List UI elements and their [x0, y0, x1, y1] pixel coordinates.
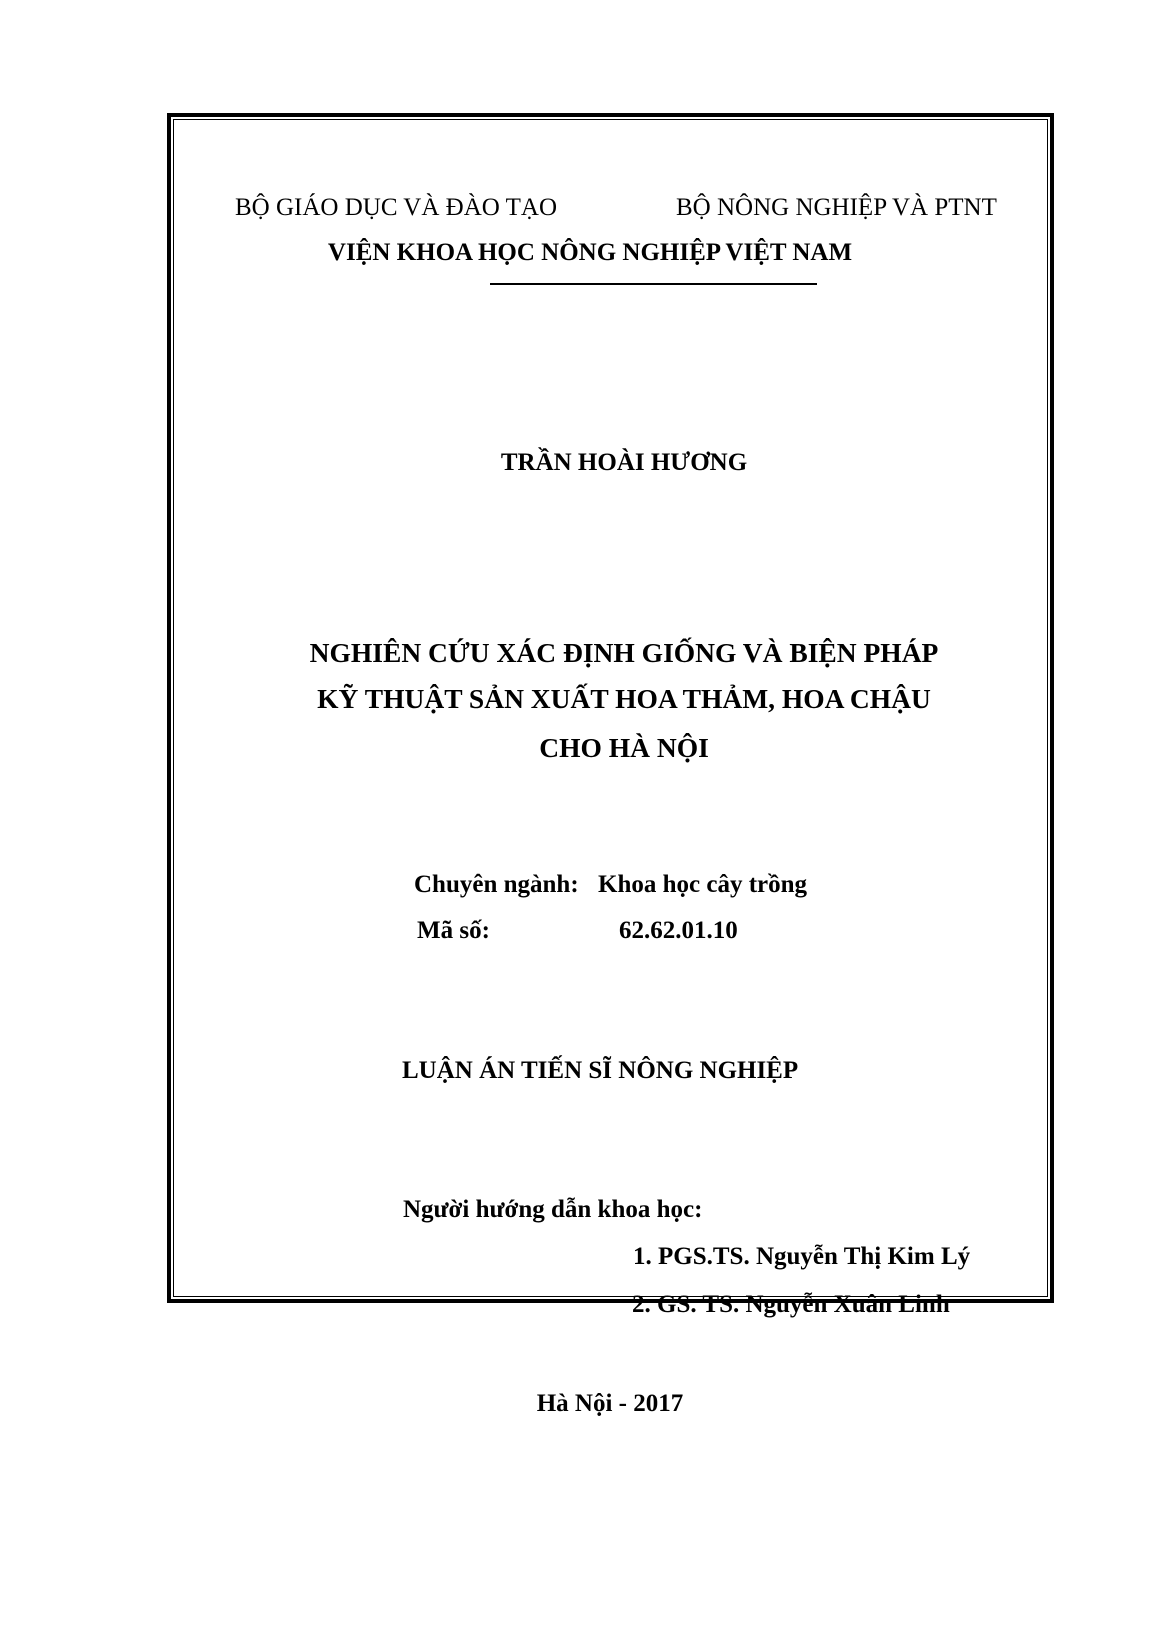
code-label: Mã số: [417, 917, 490, 944]
advisors-heading: Người hướng dẫn khoa học: [403, 1196, 703, 1223]
ministry-education: BỘ GIÁO DỤC VÀ ĐÀO TẠO [235, 194, 557, 221]
thesis-title-line-1: NGHIÊN CỨU XÁC ĐỊNH GIỐNG VÀ BIỆN PHÁP [309, 637, 939, 668]
thesis-title-line-3: CHO HÀ NỘI [539, 732, 709, 763]
advisor-item: 2. GS. TS. Nguyễn Xuân Linh [632, 1291, 950, 1318]
institute-name: VIỆN KHOA HỌC NÔNG NGHIỆP VIỆT NAM [327, 239, 853, 266]
specialization-value: Khoa học cây trồng [598, 871, 808, 898]
degree-title: LUẬN ÁN TIẾN SĨ NÔNG NGHIỆP [402, 1057, 799, 1084]
author-name: TRẦN HOÀI HƯƠNG [500, 449, 748, 476]
specialization-label: Chuyên ngành: [414, 871, 579, 898]
advisor-item: 1. PGS.TS. Nguyễn Thị Kim Lý [633, 1243, 971, 1270]
place-and-year: Hà Nội - 2017 [536, 1390, 684, 1417]
header-divider [490, 283, 817, 285]
thesis-title-line-2: KỸ THUẬT SẢN XUẤT HOA THẢM, HOA CHẬU [317, 683, 931, 714]
code-value: 62.62.01.10 [619, 917, 738, 944]
ministry-agriculture: BỘ NÔNG NGHIỆP VÀ PTNT [676, 194, 997, 221]
